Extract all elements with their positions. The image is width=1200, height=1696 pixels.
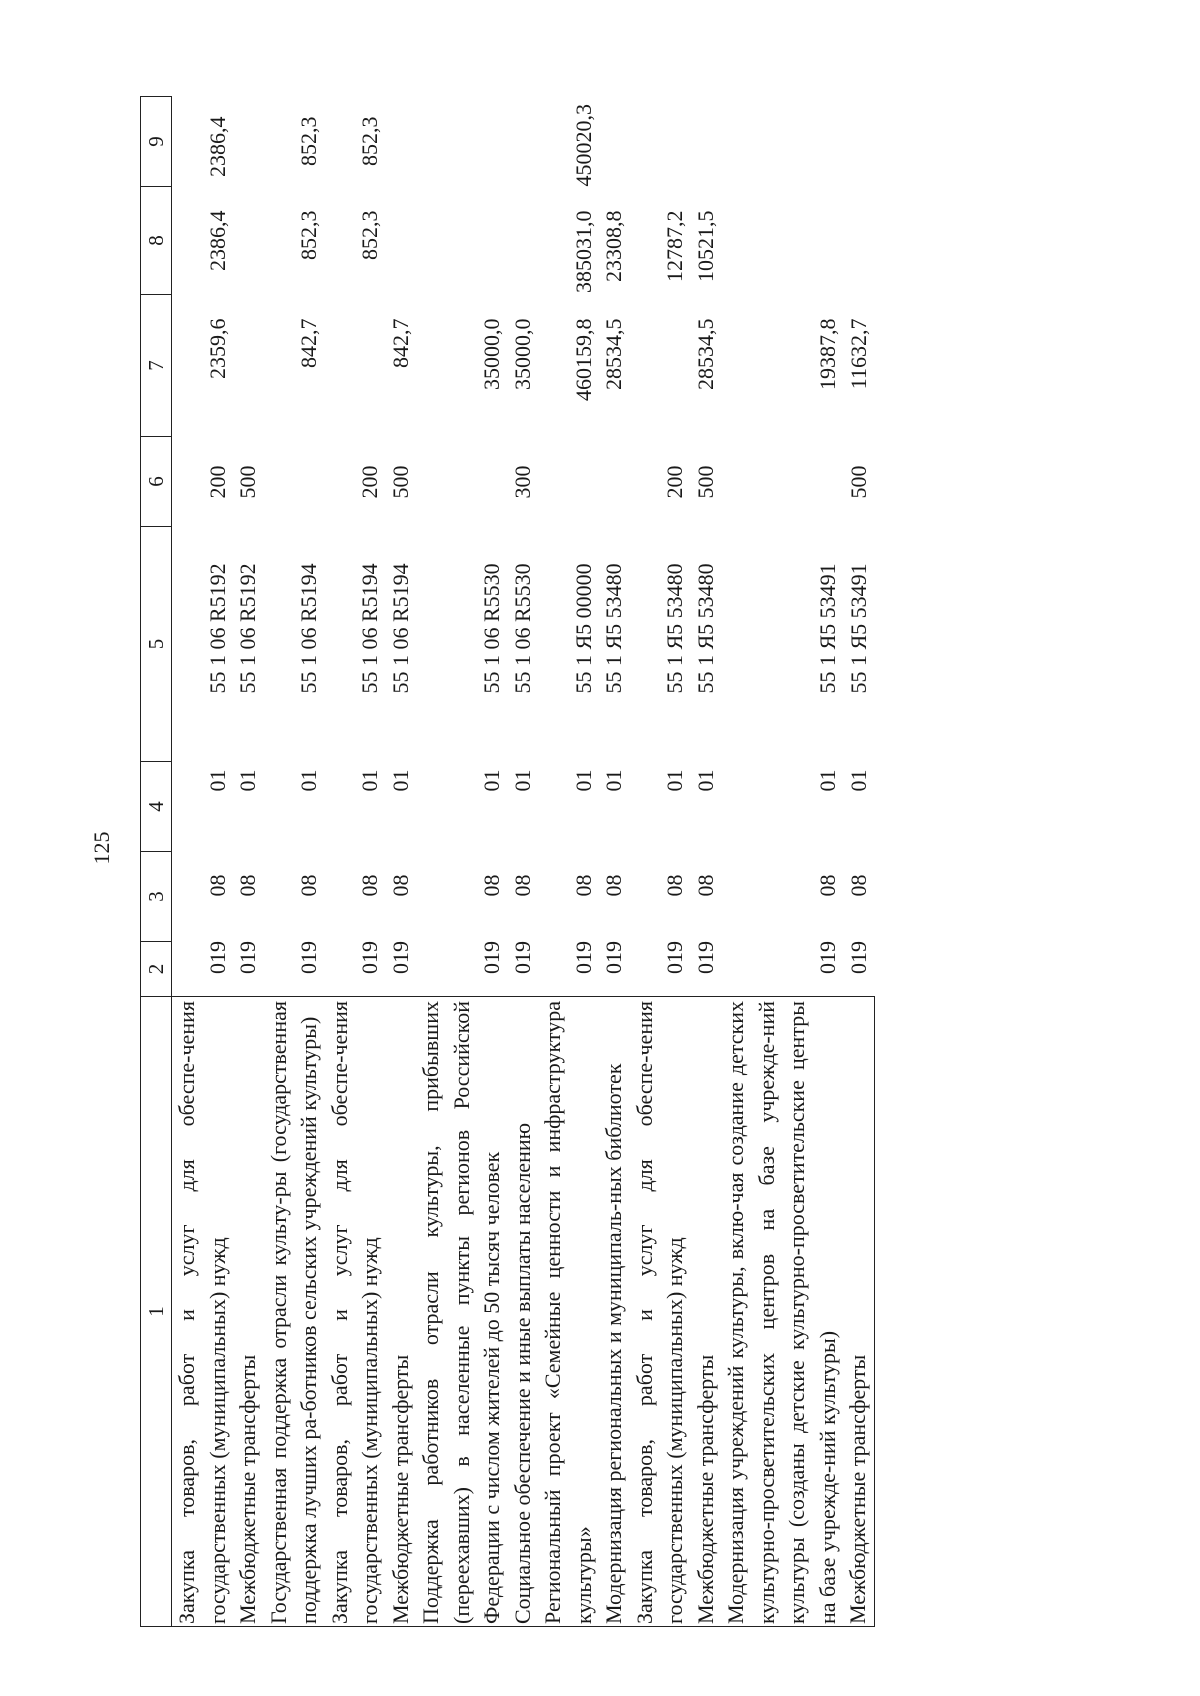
amount-year3-cell [233, 97, 264, 187]
amount-year3-cell [416, 97, 508, 187]
grbs-cell: 019 [235, 941, 260, 974]
table-header-row [141, 97, 172, 1627]
column-header: 1 [141, 997, 172, 1627]
section-cell: 08 [845, 874, 871, 897]
section-cell: 08 [509, 874, 535, 897]
expense-type-cell: 500 [845, 465, 871, 499]
subsection-cell: 01 [662, 769, 687, 792]
amount-year1-cell [325, 295, 386, 437]
section-cell: 08 [814, 874, 840, 897]
expense-type-cell [264, 437, 325, 527]
row-name-cell: Социальное обеспечение и иные выплаты населению [508, 997, 539, 1627]
subsection-cell: 01 [601, 769, 626, 792]
expense-type-cell: 200 [662, 465, 687, 499]
amount-year3-cell [691, 97, 722, 187]
amount-year2-cell: 385031,0 [570, 210, 596, 293]
table-row [630, 97, 691, 1627]
grbs-cell: 019 [601, 941, 626, 974]
amount-year2-cell [386, 187, 417, 295]
row-name-cell: Закупка товаров, работ и услуг для обеспе-чения государственных (муниципальных) нужд [630, 997, 691, 1627]
amount-year3-cell [508, 97, 539, 187]
row-name-cell: Закупка товаров, работ и услуг для обеспе-чения государственных (муниципальных) нужд [172, 997, 234, 1627]
subsection-cell: 01 [387, 769, 413, 792]
table-row [325, 97, 386, 1627]
target-article-cell: 55 1 06 R5530 [509, 563, 535, 694]
column-header: 2 [141, 942, 172, 997]
grbs-cell: 019 [296, 941, 321, 974]
row-name-cell: Межбюджетные трансферты [233, 997, 264, 1627]
amount-year2-cell [416, 187, 508, 295]
column-header: 6 [141, 437, 172, 527]
expense-type-cell: 200 [204, 465, 230, 499]
column-header: 7 [141, 295, 172, 437]
subsection-cell: 01 [296, 769, 321, 792]
section-cell: 08 [204, 874, 230, 897]
target-article-cell: 55 1 Я5 53480 [601, 563, 626, 694]
subsection-cell: 01 [235, 769, 260, 792]
subsection-cell: 01 [357, 769, 382, 792]
amount-year3-cell: 450020,3 [570, 104, 596, 187]
section-cell: 08 [235, 874, 260, 897]
table-row [233, 97, 264, 1627]
target-article-cell: 55 1 06 R5194 [357, 563, 382, 694]
section-cell: 08 [662, 874, 687, 897]
row-name-cell: Поддержка работников отрасли культуры, прибывших (переехавших) в населенные пункты регионов Российской Федерации с числом жителей до 50 тысяч человек [416, 997, 508, 1627]
expense-type-cell [416, 437, 508, 527]
table-row [538, 97, 599, 1627]
amount-year1-cell: 19387,8 [814, 318, 840, 390]
amount-year1-cell: 35000,0 [509, 318, 535, 390]
section-cell: 08 [296, 874, 321, 897]
expense-type-cell: 500 [387, 465, 413, 499]
section-cell: 08 [357, 874, 382, 897]
amount-year2-cell: 12787,2 [662, 210, 687, 282]
subsection-cell: 01 [570, 769, 596, 792]
amount-year2-cell [843, 187, 874, 295]
row-name-cell: Межбюджетные трансферты [843, 997, 874, 1627]
expense-type-cell: 500 [692, 465, 718, 499]
subsection-cell: 01 [479, 769, 504, 792]
target-article-cell: 55 1 Я5 53480 [662, 563, 687, 694]
amount-year2-cell [233, 187, 264, 295]
table-row [264, 97, 325, 1627]
subsection-cell: 01 [509, 769, 535, 792]
row-name-cell: Модернизация учреждений культуры, вклю-чая создание детских культурно-просветительских центров на базе учрежде-ний культуры (созданы детские культурно-просветительские центры на базе учрежде-ний культуры) [721, 997, 843, 1627]
amount-year2-cell: 23308,8 [601, 210, 626, 282]
table-body [172, 97, 875, 1627]
amount-year2-cell: 10521,5 [692, 210, 718, 282]
table-row [508, 97, 539, 1627]
row-name-cell: Региональный проект «Семейные ценности и инфраструктура культуры» [538, 997, 599, 1627]
subsection-cell: 01 [204, 769, 230, 792]
target-article-cell: 55 1 Я5 53480 [692, 563, 718, 694]
amount-year3-cell: 2386,4 [204, 116, 230, 177]
grbs-cell: 019 [204, 941, 230, 974]
section-cell: 08 [570, 874, 596, 897]
section-cell: 08 [479, 874, 504, 897]
amount-year3-cell [843, 97, 874, 187]
expense-type-cell: 500 [235, 465, 260, 499]
amount-year1-cell [233, 295, 264, 437]
amount-year3-cell: 852,3 [296, 116, 321, 166]
amount-year3-cell [721, 97, 843, 187]
page-number: 125 [89, 831, 114, 865]
subsection-cell: 01 [814, 769, 840, 792]
target-article-cell: 55 1 Я5 53491 [845, 563, 871, 694]
row-name-cell: Межбюджетные трансферты [386, 997, 417, 1627]
section-cell: 08 [601, 874, 626, 897]
amount-year1-cell: 11632,7 [845, 318, 871, 390]
expense-type-cell [721, 437, 843, 527]
target-article-cell: 55 1 06 R5192 [204, 563, 230, 694]
grbs-cell: 019 [479, 941, 504, 974]
amount-year1-cell: 842,7 [296, 318, 321, 368]
row-name-cell: Межбюджетные трансферты [691, 997, 722, 1627]
grbs-cell: 019 [387, 941, 413, 974]
table-row [172, 97, 234, 1627]
table-row [416, 97, 508, 1627]
amount-year2-cell: 852,3 [357, 210, 382, 260]
row-name-cell: Модернизация региональных и муниципаль-ных библиотек [599, 997, 630, 1627]
budget-table [140, 96, 875, 1627]
target-article-cell: 55 1 Я5 53491 [814, 563, 840, 694]
target-article-cell: 55 1 06 R5192 [235, 563, 260, 694]
column-header: 3 [141, 852, 172, 942]
amount-year1-cell [630, 295, 691, 437]
rotated-table-container [140, 97, 1200, 1627]
row-name-cell: Государственная поддержка отрасли культу-ры (государственная поддержка лучших ра-ботников сельских учреждений культуры) [264, 997, 325, 1627]
column-header: 8 [141, 187, 172, 295]
section-cell: 08 [387, 874, 413, 897]
amount-year1-cell: 460159,8 [570, 318, 596, 401]
amount-year1-cell: 2359,6 [204, 318, 230, 379]
column-header: 4 [141, 762, 172, 852]
grbs-cell: 019 [357, 941, 382, 974]
expense-type-cell [599, 437, 630, 527]
section-cell: 08 [692, 874, 718, 897]
table-row [691, 97, 722, 1627]
column-header: 5 [141, 527, 172, 762]
amount-year2-cell: 852,3 [296, 210, 321, 260]
amount-year3-cell [599, 97, 630, 187]
grbs-cell: 019 [509, 941, 535, 974]
table-row [386, 97, 417, 1627]
subsection-cell: 01 [692, 769, 718, 792]
amount-year1-cell: 842,7 [387, 318, 413, 368]
target-article-cell: 55 1 Я5 00000 [570, 563, 596, 694]
amount-year1-cell: 35000,0 [479, 318, 504, 390]
amount-year2-cell: 2386,4 [204, 210, 230, 271]
target-article-cell: 55 1 06 R5194 [296, 563, 321, 694]
grbs-cell: 019 [662, 941, 687, 974]
table-row [843, 97, 874, 1627]
amount-year3-cell: 852,3 [357, 116, 382, 166]
amount-year3-cell [386, 97, 417, 187]
expense-type-cell [538, 437, 599, 527]
target-article-cell: 55 1 06 R5530 [479, 563, 504, 694]
column-header: 9 [141, 97, 172, 187]
grbs-cell: 019 [814, 941, 840, 974]
table-row [721, 97, 843, 1627]
subsection-cell: 01 [845, 769, 871, 792]
grbs-cell: 019 [845, 941, 871, 974]
amount-year2-cell [721, 187, 843, 295]
grbs-cell: 019 [570, 941, 596, 974]
table-row [599, 97, 630, 1627]
expense-type-cell: 300 [509, 465, 535, 499]
expense-type-cell: 200 [357, 465, 382, 499]
amount-year1-cell: 28534,5 [601, 318, 626, 390]
amount-year2-cell [508, 187, 539, 295]
row-name-cell: Закупка товаров, работ и услуг для обеспе-чения государственных (муниципальных) нужд [325, 997, 386, 1627]
target-article-cell: 55 1 06 R5194 [387, 563, 413, 694]
amount-year1-cell: 28534,5 [692, 318, 718, 390]
amount-year3-cell [630, 97, 691, 187]
grbs-cell: 019 [692, 941, 718, 974]
